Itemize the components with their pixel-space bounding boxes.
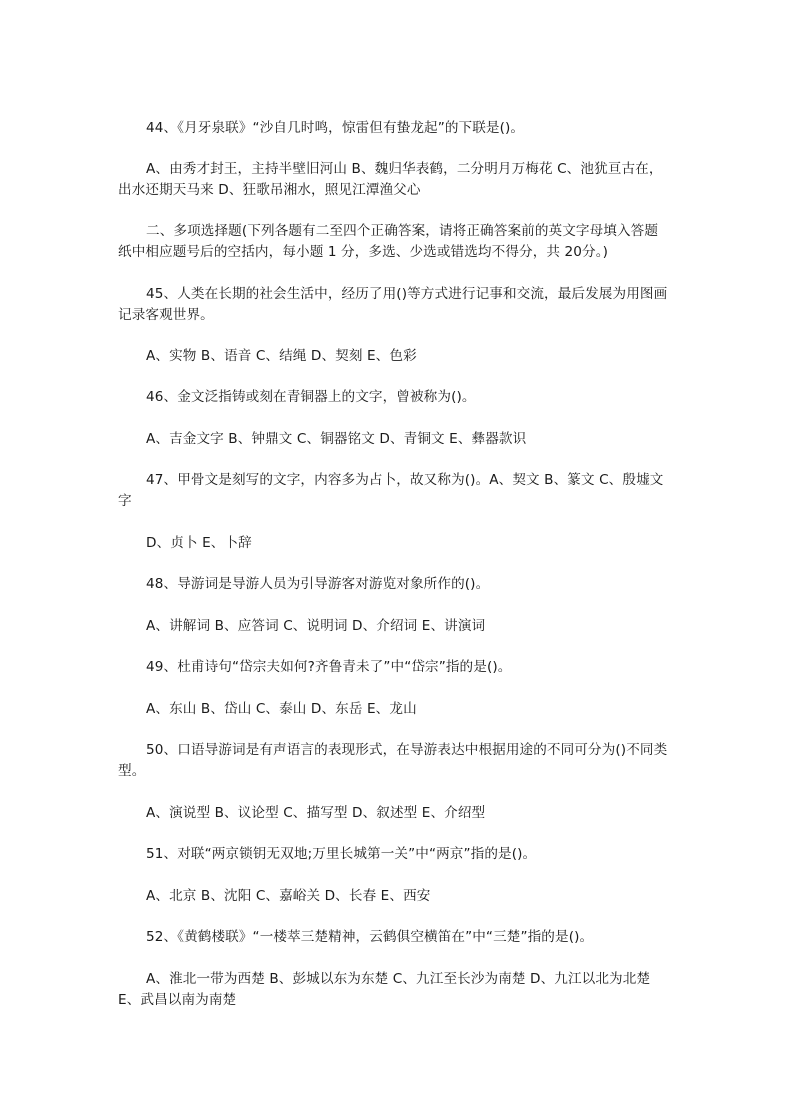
question-52: 52、《黄鹤楼联》“一楼萃三楚精神，云鹤俱空横笛在”中“三楚”指的是()。 (146, 929, 594, 945)
question-48: 48、导游词是导游人员为引导游客对游览对象所作的()。 (146, 576, 490, 592)
options-45: A、实物 B、语音 C、结绳 D、契刻 E、色彩 (146, 348, 417, 364)
options-48: A、讲解词 B、应答词 C、说明词 D、介绍词 E、讲演词 (146, 618, 486, 634)
options-50: A、演说型 B、议论型 C、描写型 D、叙述型 E、介绍型 (146, 805, 486, 821)
options-52: A、淮北一带为西楚 B、彭城以东为东楚 C、九江至长沙为南楚 D、九江以北为北楚 E、武昌以南为南楚 (118, 971, 651, 1008)
question-51: 51、对联“两京锁钥无双地;万里长城第一关”中“两京”指的是()。 (146, 846, 537, 862)
options-46: A、吉金文字 B、钟鼎文 C、铜器铭文 D、青铜文 E、彝器款识 (146, 431, 527, 447)
options-49: A、东山 B、岱山 C、泰山 D、东岳 E、龙山 (146, 701, 417, 717)
question-50: 50、口语导游词是有声语言的表现形式，在导游表达中根据用途的不同可分为()不同类型。 (118, 742, 668, 779)
options-44: A、由秀才封王，主持半壁旧河山 B、魏归华表鹤，二分明月万梅花 C、池犹亘古在，出水还期天马来 D、狂歌吊湘水，照见江潭渔父心 (118, 161, 663, 198)
question-45: 45、人类在长期的社会生活中，经历了用()等方式进行记事和交流，最后发展为用图画记录客观世界。 (118, 286, 668, 323)
options-47: D、贞卜 E、卜辞 (146, 535, 252, 551)
question-44: 44、《月牙泉联》“沙自几时鸣，惊雷但有蛰龙起”的下联是()。 (146, 120, 525, 136)
question-49: 49、杜甫诗句“岱宗夫如何?齐鲁青未了”中“岱宗”指的是()。 (146, 659, 512, 675)
options-51: A、北京 B、沈阳 C、嘉峪关 D、长春 E、西安 (146, 888, 431, 904)
question-47: 47、甲骨文是刻写的文字，内容多为占卜，故又称为()。A、契文 B、篆文 C、殷墟文字 (118, 472, 664, 509)
section-heading-multiple-choice: 二、多项选择题(下列各题有二至四个正确答案，请将正确答案前的英文字母填入答题纸中相应题号后的空括内，每小题 1 分，多选、少选或错选均不得分，共 20分。) (118, 223, 659, 260)
question-46: 46、金文泛指铸或刻在青铜器上的文字，曾被称为()。 (146, 389, 476, 405)
